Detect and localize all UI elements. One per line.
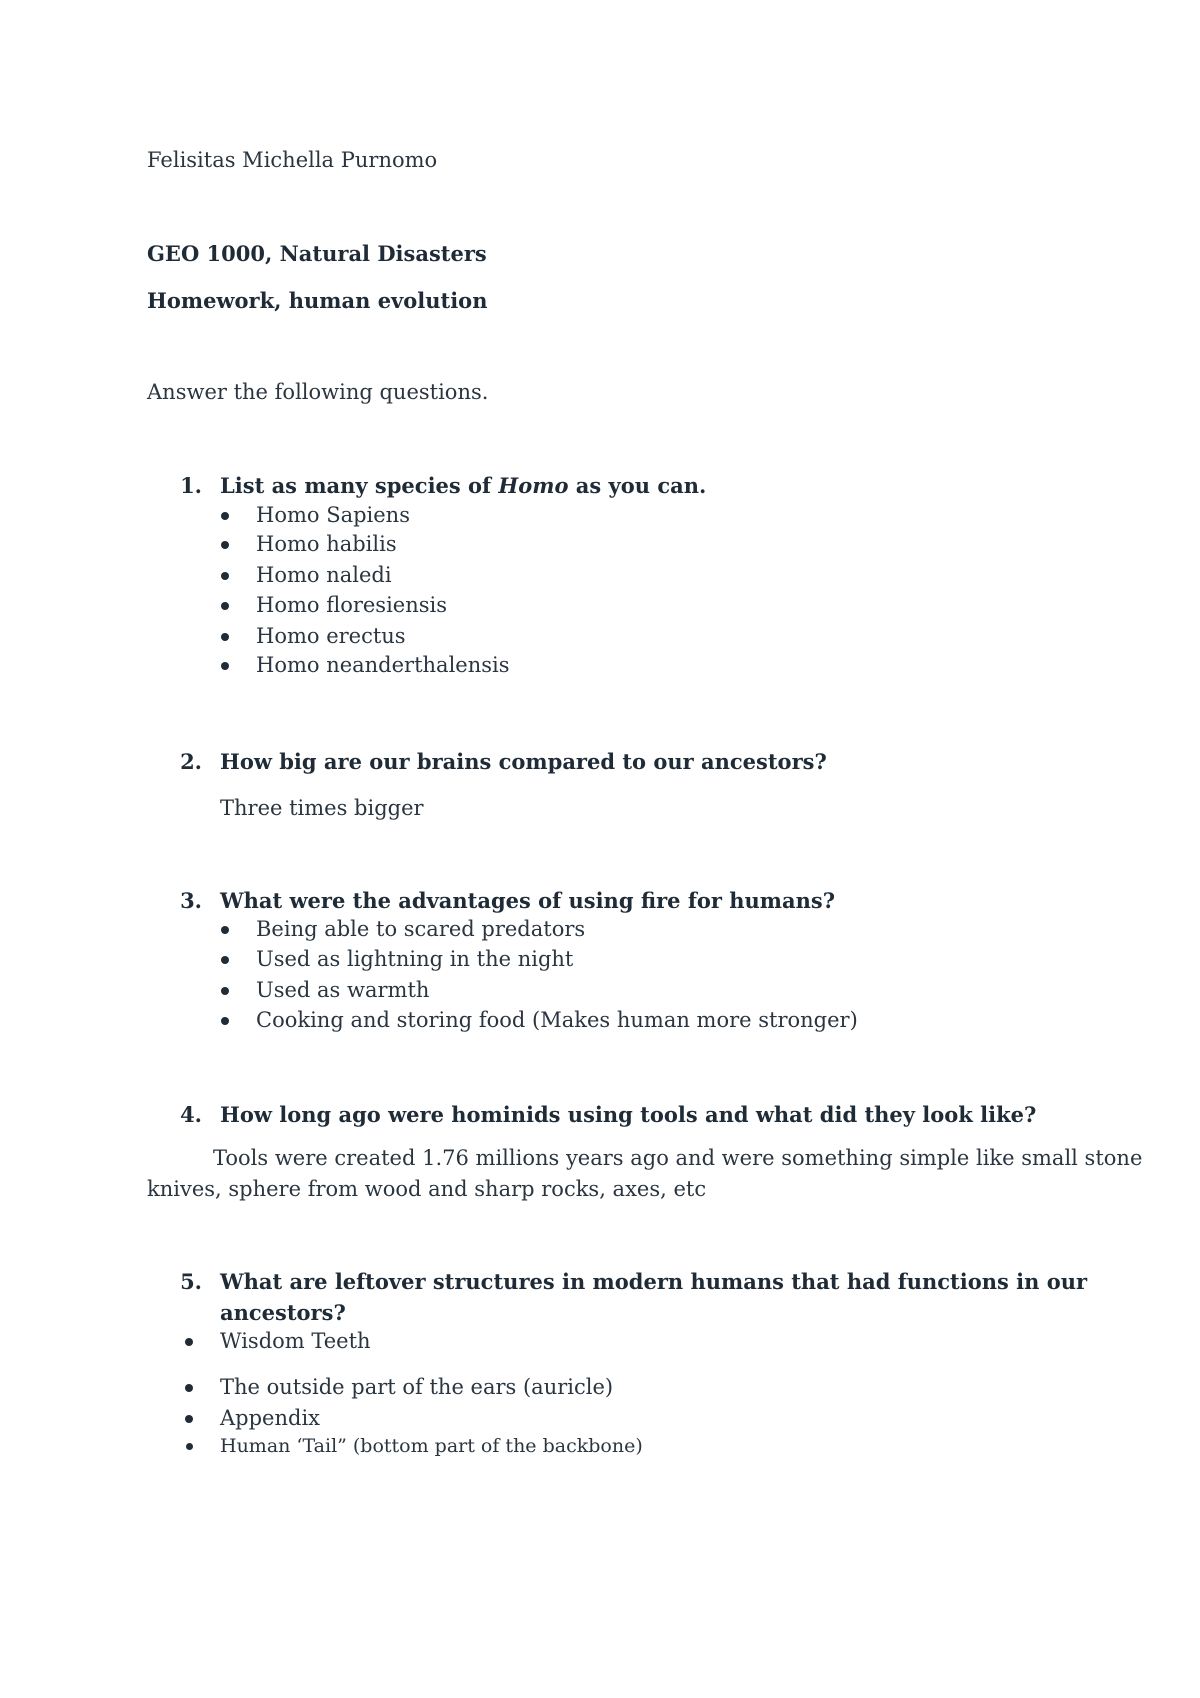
q5-answer-1: Wisdom Teeth	[220, 1329, 371, 1353]
q1-answer-4: Homo floresiensis	[256, 593, 448, 617]
assignment-title: Homework, human evolution	[147, 288, 488, 313]
q2-answer: Three times bigger	[220, 796, 424, 820]
q4-answer-line-1: Tools were created 1.76 millions years ago and were something simple like small stone	[213, 1146, 1143, 1170]
bullet-icon	[185, 1415, 193, 1423]
bullet-icon	[221, 602, 229, 610]
q3-answer-3: Used as warmth	[256, 978, 430, 1002]
question-1-number: 1.	[180, 473, 202, 498]
instructions: Answer the following questions.	[147, 380, 489, 404]
bullet-icon	[221, 662, 229, 670]
bullet-icon	[221, 633, 229, 641]
q5-answer-2: The outside part of the ears (auricle)	[220, 1375, 614, 1399]
q1-answer-3: Homo naledi	[256, 563, 392, 587]
question-5-number: 5.	[180, 1269, 202, 1294]
bullet-icon	[221, 572, 229, 580]
q3-answer-2: Used as lightning in the night	[256, 947, 574, 971]
bullet-icon	[186, 1443, 193, 1450]
q1-answer-5: Homo erectus	[256, 624, 406, 648]
bullet-icon	[185, 1384, 193, 1392]
question-3-text: What were the advantages of using fire for humans?	[220, 888, 835, 913]
q3-answer-4: Cooking and storing food (Makes human more stronger)	[256, 1008, 858, 1032]
bullet-icon	[221, 1017, 229, 1025]
bullet-icon	[221, 926, 229, 934]
q1-answer-1: Homo Sapiens	[256, 503, 410, 527]
question-3-number: 3.	[180, 888, 202, 913]
question-5-text-line-2: ancestors?	[220, 1300, 346, 1325]
q3-answer-1: Being able to scared predators	[256, 917, 586, 941]
question-4-number: 4.	[180, 1102, 202, 1127]
bullet-icon	[221, 987, 229, 995]
bullet-icon	[185, 1338, 193, 1346]
q1-answer-6: Homo neanderthalensis	[256, 653, 510, 677]
question-2-text: How big are our brains compared to our ancestors?	[220, 749, 827, 774]
q1-answer-2: Homo habilis	[256, 532, 397, 556]
question-2-number: 2.	[180, 749, 202, 774]
bullet-icon	[221, 541, 229, 549]
course-title: GEO 1000, Natural Disasters	[147, 241, 487, 266]
bullet-icon	[221, 512, 229, 520]
bullet-icon	[221, 956, 229, 964]
question-1-text: List as many species of Homo as you can.	[220, 473, 707, 498]
question-5-text-line-1: What are leftover structures in modern humans that had functions in our	[220, 1269, 1088, 1294]
author-name: Felisitas Michella Purnomo	[147, 148, 438, 172]
q4-answer-line-2: knives, sphere from wood and sharp rocks, axes, etc	[147, 1177, 707, 1201]
q5-answer-3: Appendix	[220, 1406, 321, 1430]
question-4-text: How long ago were hominids using tools and what did they look like?	[220, 1102, 1037, 1127]
q5-answer-4: Human ‘Tail” (bottom part of the backbone)	[220, 1435, 643, 1457]
